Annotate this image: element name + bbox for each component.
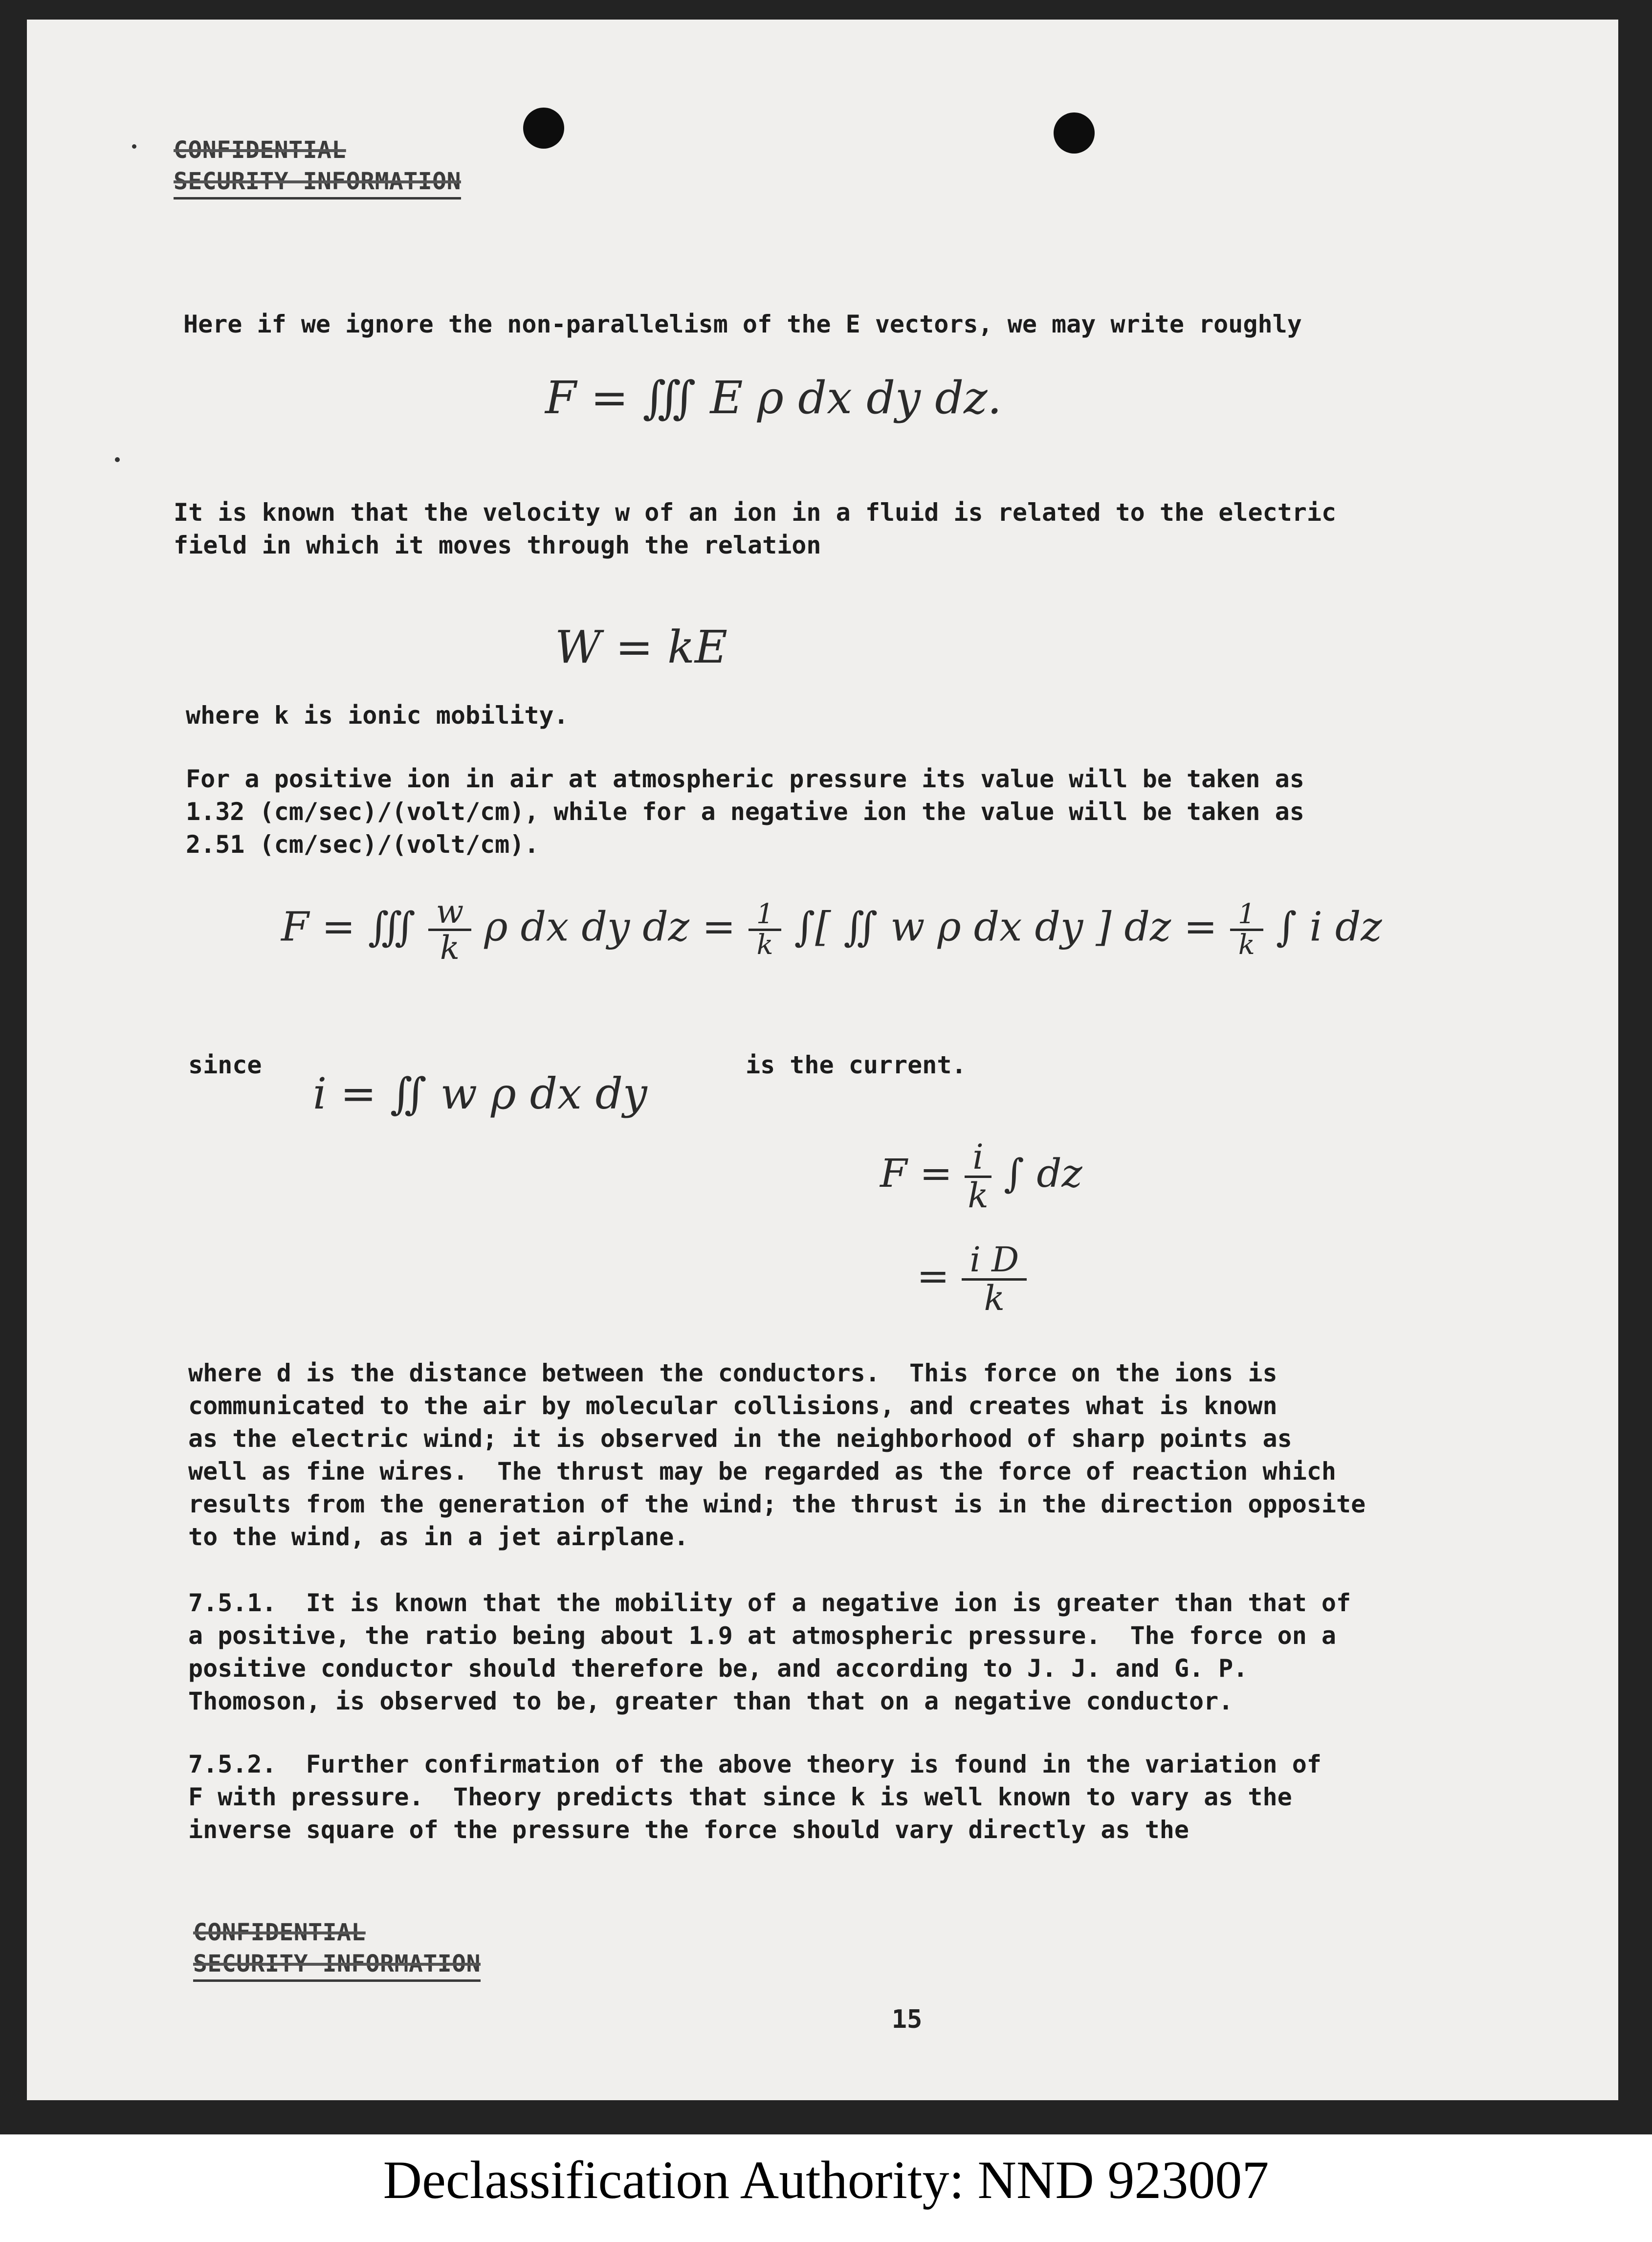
equation-force-current: F = $\frac{i}{k}$ ∫ dz	[880, 1137, 1082, 1216]
paragraph-wind-line5: results from the generation of the wind; the thrust is in the direction opposite	[188, 1490, 1366, 1518]
paragraph-wind-line4: well as fine wires. The thrust may be regarded as the force of reaction which	[188, 1457, 1336, 1486]
equation-mobility: W = kE	[555, 621, 728, 673]
section-7-5-1-line3: positive conductor should therefore be, and according to J. J. and G. P.	[188, 1654, 1248, 1683]
paragraph-mobility-def: where k is ionic mobility.	[186, 701, 569, 730]
paragraph-wind-line1: where d is the distance between the conductors. This force on the ions is	[188, 1359, 1278, 1387]
paragraph-velocity-line1: It is known that the velocity w of an ion in a fluid is related to the electric	[174, 498, 1337, 527]
page-number: 15	[891, 2005, 923, 2034]
document-page	[27, 20, 1618, 2100]
classification-stamp-bottom: CONFIDENTIAL SECURITY INFORMATION	[193, 1917, 481, 1982]
punch-hole-right	[1054, 112, 1095, 154]
section-7-5-1-line1: 7.5.1. It is known that the mobility of a negative ion is greater than that of	[188, 1589, 1351, 1617]
paragraph-wind-line3: as the electric wind; it is observed in the neighborhood of sharp points as	[188, 1424, 1292, 1453]
paragraph-velocity-line2: field in which it moves through the relation	[174, 531, 821, 559]
punch-hole-left	[523, 108, 564, 149]
equation-force-expanded: F = ∭ $\frac{w}{k}$ ρ dx dy dz = $\frac{1}{k}$ ∫[ ∬ w ρ dx dy ] dz = $\frac{1}{k}$ ∫ i dz	[281, 893, 1382, 967]
equation-force-integral: F = ∭ E ρ dx dy dz.	[545, 372, 1002, 424]
label-is-current: is the current.	[746, 1051, 967, 1079]
declassification-caption: Declassification Authority: NND 923007	[383, 2150, 1269, 2210]
section-7-5-1-line2: a positive, the ratio being about 1.9 at atmospheric pressure. The force on a	[188, 1621, 1336, 1650]
equation-current: i = ∬ w ρ dx dy	[313, 1068, 647, 1119]
speck	[132, 144, 136, 149]
classification-stamp-top: CONFIDENTIAL SECURITY INFORMATION	[174, 134, 461, 200]
paragraph-values-line2: 1.32 (cm/sec)/(volt/cm), while for a negative ion the value will be taken as	[186, 798, 1304, 826]
paragraph-intro: Here if we ignore the non-parallelism of the E vectors, we may write roughly	[183, 310, 1302, 338]
section-7-5-2-line3: inverse square of the pressure the force should vary directly as the	[188, 1816, 1189, 1844]
label-since: since	[188, 1051, 262, 1079]
section-7-5-1-line4: Thomoson, is observed to be, greater than that on a negative conductor.	[188, 1687, 1233, 1715]
section-7-5-2-line2: F with pressure. Theory predicts that since k is well known to vary as the	[188, 1783, 1292, 1811]
equation-force-distance: = $\frac{\text{i D}}{k}$	[917, 1242, 1027, 1316]
paragraph-values-line1: For a positive ion in air at atmospheric pressure its value will be taken as	[186, 765, 1304, 793]
section-7-5-2-line1: 7.5.2. Further confirmation of the above theory is found in the variation of	[188, 1750, 1322, 1778]
speck	[115, 457, 120, 462]
paragraph-values-line3: 2.51 (cm/sec)/(volt/cm).	[186, 830, 539, 859]
paragraph-wind-line6: to the wind, as in a jet airplane.	[188, 1523, 689, 1551]
paragraph-wind-line2: communicated to the air by molecular collisions, and creates what is known	[188, 1392, 1278, 1420]
